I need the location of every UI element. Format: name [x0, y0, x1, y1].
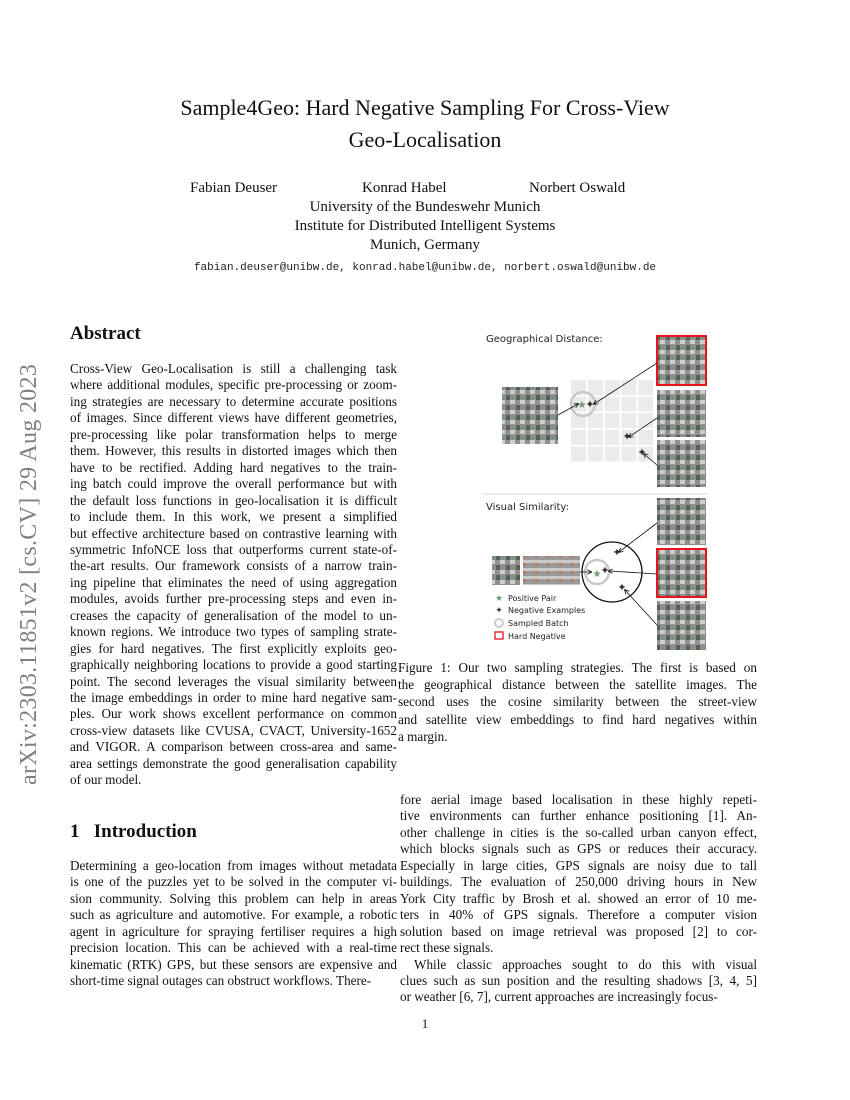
satellite-image — [657, 390, 706, 437]
text-line: Cross-View Geo-Localisation is still a challenging task — [70, 361, 397, 376]
text-line: area settings demonstrate the good generalisation capability — [70, 755, 397, 771]
text-line: where additional modules, specific pre-processing or zoom- — [70, 377, 397, 393]
text-line: the geographical distance between the satellite images. The — [398, 677, 757, 693]
text-line: which blocks signals such as GPS or reduces their accuracy. — [400, 841, 757, 857]
title-line: Sample4Geo: Hard Negative Sampling For Cross-View — [180, 95, 670, 120]
text-line: kinematic (RTK) GPS, but these sensors are expensive and — [70, 956, 397, 972]
text-line: ing strategies are necessary to determine accurate positions — [70, 393, 397, 409]
grid-cell — [621, 413, 636, 428]
negative-cross-icon: ✦ — [495, 606, 503, 616]
negative-cross-icon: ✦ — [617, 581, 627, 594]
figure-label-visual: Visual Similarity: — [486, 502, 569, 513]
grid-cell — [605, 413, 620, 428]
legend-positive-pair: Positive Pair — [508, 594, 557, 603]
text-line: and VIGOR. A comparison between cross-area and same- — [70, 739, 397, 755]
author: Konrad Habel — [362, 180, 447, 196]
grid-cell — [605, 397, 620, 412]
text-line: to include them. In this work, we present a simplified — [70, 509, 397, 525]
grid-cell — [571, 430, 586, 445]
grid-cell — [638, 430, 653, 445]
satellite-image — [657, 498, 706, 545]
grid-cell — [588, 430, 603, 445]
hard-negative-box-icon — [495, 632, 503, 639]
text-line: rect these signals. — [400, 940, 494, 956]
text-line: pre-processing like polar transformation helps to merge — [70, 426, 397, 442]
legend-sampled-batch: Sampled Batch — [508, 619, 569, 628]
negative-cross-icon: ✦ — [585, 398, 595, 411]
grid-cell — [638, 380, 653, 395]
text-line: of images. Since different views have different geometries, — [70, 410, 397, 426]
grid-cell — [588, 446, 603, 461]
text-line: ing batch could improve the overall performance but with — [70, 476, 397, 492]
text-line: or weather [6, 7], current approaches are increasingly focus- — [400, 989, 718, 1005]
grid-cell — [621, 446, 636, 461]
grid-cell — [605, 380, 620, 395]
grid-cell — [571, 446, 586, 461]
text-line: second uses the cosine similarity between the street-view — [398, 694, 757, 710]
text-line: Figure 1: Our two sampling strategies. The first is based on — [398, 660, 757, 675]
text-line: graphically neighboring locations to provide a good starting — [70, 657, 397, 673]
text-line: While classic approaches sought to do this with visual — [414, 956, 757, 972]
text-line: gies for hard negatives. The first explicitly exploits geo- — [70, 640, 397, 656]
negative-cross-icon: ✦ — [612, 546, 622, 559]
grid-cell — [588, 380, 603, 395]
legend-hard-negative: Hard Negative — [508, 632, 566, 641]
text-line: solution based on image retrieval was proposed [2] to cor- — [400, 923, 757, 939]
hard-negative-image — [657, 336, 706, 385]
text-line: precision location. This can be achieved with a real-time — [70, 940, 397, 956]
text-line: Especially in large cities, GPS signals are noisy due to tall — [400, 857, 757, 873]
grid-cell — [621, 380, 636, 395]
text-line: tive environments can further enhance positioning [1]. An- — [400, 808, 757, 824]
text-line: ples. Our work shows excellent performance on common — [70, 706, 397, 722]
text-line: ters in 40% of GPS signals. Therefore a computer vision — [400, 907, 757, 923]
text-line: ing pipeline that eliminates the need of using aggregation — [70, 574, 397, 590]
text-line: other challenge in cities is the so-called urban canyon effect, — [400, 824, 757, 840]
text-line: known regions. We introduce two types of sampling strate- — [70, 624, 397, 640]
negative-cross-icon: ✦ — [637, 446, 647, 459]
figure-legend — [495, 594, 585, 641]
street-view-image — [523, 556, 580, 585]
text-line: modules, avoids further pre-processing steps and even in- — [70, 591, 397, 607]
sampled-batch-circle-icon — [495, 619, 503, 627]
text-line: Determining a geo-location from images without metadata — [70, 858, 397, 873]
text-line: and satellite view embeddings to find hard negatives within — [398, 711, 757, 727]
text-line: the-art results. Our framework consists of a narrow train- — [70, 558, 397, 574]
grid-cell — [605, 430, 620, 445]
positive-star-icon: ★ — [577, 400, 587, 411]
text-line: fore aerial image based localisation in these highly repeti- — [400, 792, 757, 807]
positive-star-icon: ★ — [592, 569, 602, 580]
hard-negative-image — [657, 549, 706, 597]
satellite-image — [657, 440, 706, 487]
affiliation: Munich, Germany — [370, 237, 480, 253]
text-line: point. The second leverages the visual similarity between — [70, 673, 397, 689]
positive-star-icon: ★ — [494, 594, 504, 604]
author: Fabian Deuser — [190, 180, 278, 196]
grid-cell — [621, 397, 636, 412]
text-line: York City traffic by Brosh et al. showed an error of 10 me- — [400, 890, 757, 906]
text-line: creases the capacity of generalisation of the model to un- — [70, 607, 397, 623]
query-satellite-image — [502, 387, 558, 444]
grid-cell — [588, 413, 603, 428]
affiliation: University of the Bundeswehr Munich — [309, 199, 541, 215]
query-satellite-image — [492, 556, 520, 585]
title-line: Geo-Localisation — [348, 127, 502, 152]
abstract-heading: Abstract — [70, 323, 141, 344]
text-line: such as agriculture and automotive. For example, a robotic — [70, 907, 397, 923]
text-line: but effective architecture based on contrastive learning with — [70, 525, 397, 541]
text-line: have to be rectified. Adding hard negatives to the train- — [70, 459, 397, 475]
negative-cross-icon: ✦ — [622, 430, 632, 443]
legend-negative-examples: Negative Examples — [508, 606, 586, 615]
text-line: a margin. — [398, 728, 448, 744]
satellite-image — [657, 601, 706, 650]
text-line: is one of the puzzles yet to be solved in the computer vi- — [70, 874, 397, 890]
section-heading-introduction: 1 Introduction — [70, 821, 197, 842]
figure-label-geographical: Geographical Distance: — [486, 334, 603, 345]
negative-cross-icon: ✦ — [600, 564, 610, 577]
affiliation: Institute for Distributed Intelligent Systems — [294, 218, 556, 234]
text-line: the default loss functions in geo-localisation it is difficult — [70, 492, 397, 508]
author: Norbert Oswald — [529, 180, 626, 196]
arxiv-stamp: arXiv:2303.11851v2 [cs.CV] 29 Aug 2023 — [16, 363, 42, 785]
text-line: symmetric InfoNCE loss that outperforms current state-of- — [70, 541, 397, 557]
text-line: cross-view datasets like CVUSA, CVACT, University-1652 — [70, 722, 397, 738]
text-line: buildings. The evaluation of 250,000 driving hours in New — [400, 874, 757, 890]
text-line: them. However, this results in distorted images which then — [70, 443, 397, 459]
page-number: 1 — [421, 1016, 429, 1031]
text-line: of our model. — [70, 772, 142, 788]
grid-cell — [605, 446, 620, 461]
grid-cell — [638, 397, 653, 412]
text-line: the image embeddings in order to mine hard negative sam- — [70, 690, 397, 705]
text-line: sion community. Solving this problem can help in areas — [70, 890, 397, 906]
author-emails: fabian.deuser@unibw.de, konrad.habel@unibw.de, norbert.oswald@unibw.de — [193, 262, 657, 274]
text-line: agent in agriculture for spraying fertiliser requires a high — [70, 923, 397, 939]
text-line: short-time signal outages can obstruct workflows. There- — [70, 973, 372, 989]
text-line: clues such as sun position and the resulting shadows [3, 4, 5] — [400, 972, 757, 988]
